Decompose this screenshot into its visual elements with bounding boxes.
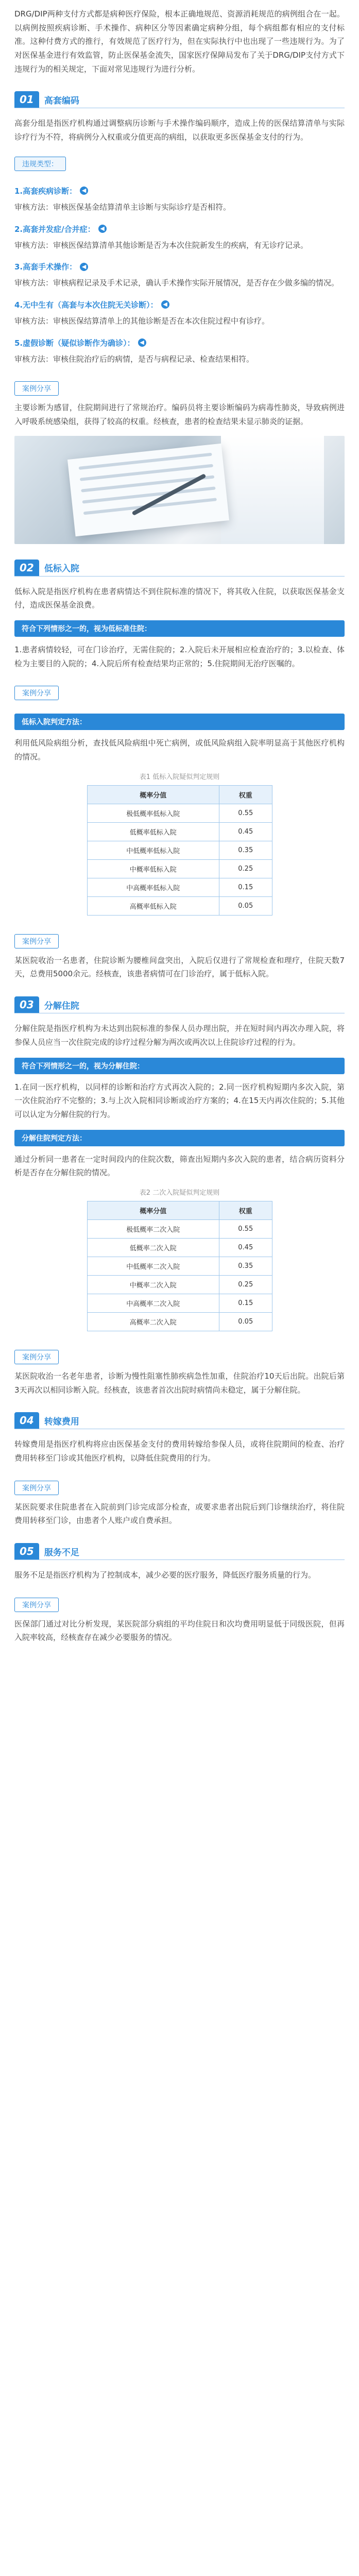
section-04-header — [14, 1412, 345, 1429]
table-cell: 0.25 — [219, 859, 272, 878]
low-admission-table — [87, 785, 272, 916]
table-cell: 中高概率二次入院 — [87, 1294, 219, 1312]
table-cell: 0.15 — [219, 1294, 272, 1312]
section-03-paragraph: 分解住院是指医疗机构为未达到出院标准的参保人员办理出院，并在短时间内再次办理入院，将参保人员应当一次住院完成的诊疗过程分解为两次或两次以上住院诊疗过程的行为。 — [14, 1024, 345, 1047]
audit-method-3: 审核方法：审核病程记录及手术记录，确认手术操作实际开展情况，是否存在少做多编的情况。 — [14, 278, 339, 288]
audit-method-2: 审核方法：审核医保结算清单其他诊断是否为本次住院新发生的疾病，有无诊疗记录。 — [14, 240, 309, 250]
table-cell: 0.25 — [219, 1275, 272, 1294]
table-cell: 极低概率低标入院 — [87, 804, 219, 822]
audio-icon: ◀ — [80, 263, 88, 271]
document-shape — [67, 443, 229, 536]
table-row — [87, 1257, 272, 1275]
section-title: 低标入院 — [44, 564, 79, 574]
case-share-label: 案例分享 — [14, 1481, 59, 1495]
case-share-label: 案例分享 — [14, 381, 59, 396]
table-cell: 低概率低标入院 — [87, 822, 219, 841]
audit-method-4: 审核方法：审核医保结算清单上的其他诊断是否在本次住院过程中有诊疗。 — [14, 316, 270, 326]
table-cell: 0.15 — [219, 878, 272, 896]
case-paragraph: 医保部门通过对比分析发现，某医院部分病组的平均住院日和次均费用明显低于同级医院，但再入院率较高，经核查存在减少必要服务的情况。 — [14, 1619, 345, 1642]
table-cell: 中高概率低标入院 — [87, 878, 219, 896]
section-title: 服务不足 — [44, 1547, 79, 1558]
table-cell: 0.55 — [219, 1219, 272, 1238]
criteria-list: 1.患者病情较轻，可在门诊治疗，无需住院的；2.入院后未开展相应检查治疗的；3.以检查、体检为主要目的入院的；4.入院后所有检查结果均正常的；5.住院期间无治疗医嘱的。 — [14, 645, 345, 668]
intro-paragraph: DRG/DIP两种支付方式都是病种医疗保险，根本正确地规范、资源消耗规范的病例组合在一起。以病例按照疾病诊断、手术操作、病种区分等因素确定病种分组，每个病组都有相应的支付标准。这种付费方式的推行，有效规范了医疗行为，但在实际执行中也出现了一些违规行为。为了对医保基金进行有效监管，防止医保基金流失，国家医疗保障局发布了关于DRG/DIP支付方式下违规行为的相关规定，下面对常见违规行为进行分析。 — [14, 9, 345, 74]
table-cell: 0.45 — [219, 1238, 272, 1257]
section-04-paragraph: 转嫁费用是指医疗机构将应由医保基金支付的费用转嫁给参保人员，或将住院期间的检查、治疗费用转移至门诊或其他医疗机构，以降低住院费用的行为。 — [14, 1439, 345, 1463]
section-02-paragraph: 低标入院是指医疗机构在患者病情达不到住院标准的情况下，将其收入住院，以获取医保基金支付，造成医保基金浪费。 — [14, 586, 345, 610]
method-bar: 分解住院判定方法： — [14, 1130, 345, 1146]
case-paragraph: 某医院收治一名患者，住院诊断为腰椎间盘突出，入院后仅进行了常规检查和理疗，住院天数7天，总费用5000余元。经核查，该患者病情可在门诊治疗，属于低标入院。 — [14, 955, 345, 979]
subtitle-text: 5.虚假诊断（疑似诊断作为确诊）： — [14, 338, 135, 348]
readmission-table — [87, 1201, 272, 1331]
case-paragraph: 某医院收治一名老年患者，诊断为慢性阻塞性肺疾病急性加重，住院治疗10天后出院。出院后第3天再次以相同诊断入院。经核查，该患者首次出院时病情尚未稳定，属于分解住院。 — [14, 1371, 345, 1395]
section-01-header — [14, 91, 345, 108]
table-cell: 中低概率低标入院 — [87, 841, 219, 859]
case-share-label: 案例分享 — [14, 934, 59, 948]
table-cell: 0.55 — [219, 804, 272, 822]
table-row — [87, 804, 272, 822]
table-row — [87, 896, 272, 915]
table-row — [87, 822, 272, 841]
table-row — [87, 878, 272, 896]
case-share-label: 案例分享 — [14, 1350, 59, 1364]
table-row — [87, 1219, 272, 1238]
section-05-header — [14, 1543, 345, 1560]
section-05-paragraph: 服务不足是指医疗机构为了控制成本，减少必要的医疗服务，降低医疗服务质量的行为。 — [14, 1570, 316, 1580]
table-cell: 中概率低标入院 — [87, 859, 219, 878]
table-row — [87, 841, 272, 859]
table-row — [87, 1238, 272, 1257]
table-header: 概率分值 — [87, 1201, 219, 1219]
table-cell: 0.05 — [219, 1312, 272, 1331]
section-number: 05 — [14, 1543, 39, 1560]
section-title: 转嫁费用 — [44, 1416, 79, 1427]
subtitle-text: 3.高套手术操作： — [14, 262, 77, 272]
table-cell: 中低概率二次入院 — [87, 1257, 219, 1275]
section-title: 分解住院 — [44, 1001, 79, 1011]
section-02-header — [14, 560, 345, 577]
subtitle-5 — [14, 337, 345, 348]
table-row — [87, 1275, 272, 1294]
table-cell: 0.35 — [219, 841, 272, 859]
violation-types-label: 违规类型： — [14, 157, 66, 171]
section-number: 02 — [14, 560, 39, 576]
section-01-paragraph: 高套分组是指医疗机构通过调整病历诊断与手术操作编码顺序，造成上传的医保结算清单与实际诊疗行为不符，将病例分入权重或分值更高的病组，以获取更多医保基金支付的行为。 — [14, 118, 345, 142]
subtitle-4 — [14, 299, 345, 310]
table-header: 权重 — [219, 785, 272, 804]
table-cell: 中概率二次入院 — [87, 1275, 219, 1294]
criteria-bar: 符合下列情形之一的，视为分解住院： — [14, 1058, 345, 1074]
table-cell: 极低概率二次入院 — [87, 1219, 219, 1238]
doctor-coat-shape — [221, 436, 324, 544]
footer-spacer — [14, 1652, 345, 1672]
case-paragraph: 某医院要求住院患者在入院前到门诊完成部分检查，或要求患者出院后到门诊继续治疗，将住院费用转移至门诊，由患者个人账户或自费承担。 — [14, 1502, 345, 1526]
table-cell: 0.35 — [219, 1257, 272, 1275]
subtitle-2 — [14, 224, 345, 234]
section-03-header — [14, 996, 345, 1013]
subtitle-1 — [14, 185, 345, 196]
audit-method-1: 审核方法：审核医保基金结算清单主诊断与实际诊疗是否相符。 — [14, 202, 231, 212]
audio-icon: ◀ — [138, 338, 146, 347]
subtitle-text: 2.高套并发症/合并症： — [14, 224, 95, 234]
section-number: 04 — [14, 1412, 39, 1429]
table-cell: 低概率二次入院 — [87, 1238, 219, 1257]
table-header: 权重 — [219, 1201, 272, 1219]
criteria-list: 1.在同一医疗机构，以同样的诊断和治疗方式再次入院的；2.同一医疗机构短期内多次入院，第一次住院治疗不完整的；3.与上次入院相同诊断或治疗方案的；4.在15天内再次住院的；5.其他可以认定为分解住院的行为。 — [14, 1082, 345, 1119]
table-row — [87, 1294, 272, 1312]
table-cell: 高概率二次入院 — [87, 1312, 219, 1331]
audio-icon: ◀ — [161, 300, 169, 309]
method-bar: 低标入院判定方法： — [14, 714, 345, 730]
case-share-label: 案例分享 — [14, 1598, 59, 1612]
audit-method-5: 审核方法：审核住院治疗后的病情，是否与病程记录、检查结果相符。 — [14, 354, 254, 364]
doctor-writing-photo — [14, 436, 345, 544]
section-number: 03 — [14, 996, 39, 1013]
subtitle-3 — [14, 261, 345, 272]
table-row — [87, 859, 272, 878]
method-paragraph: 通过分析同一患者在一定时间段内的住院次数，筛查出短期内多次入院的患者，结合病历资料分析是否存在分解住院的情况。 — [14, 1154, 345, 1178]
table-caption: 表2 二次入院疑似判定规则 — [139, 1189, 220, 1197]
section-number: 01 — [14, 91, 39, 108]
audio-icon: ◀ — [80, 187, 88, 195]
case-paragraph: 主要诊断为感冒，住院期间进行了常规治疗。编码员将主要诊断编码为病毒性肺炎，导致病例进入呼吸系统感染组，获得了较高的权重。经核查，患者的检查结果未显示肺炎的证据。 — [14, 403, 345, 426]
table-row — [87, 1312, 272, 1331]
table-cell: 0.05 — [219, 896, 272, 915]
audio-icon: ◀ — [98, 225, 107, 233]
case-share-label: 案例分享 — [14, 686, 59, 700]
criteria-bar: 符合下列情形之一的，视为低标准住院： — [14, 620, 345, 637]
section-title: 高套编码 — [44, 95, 79, 106]
table-cell: 0.45 — [219, 822, 272, 841]
subtitle-text: 4.无中生有（高套与本次住院无关诊断）： — [14, 300, 158, 310]
method-paragraph: 利用低风险病组分析，查找低风险病组中死亡病例，或低风险病组入院率明显高于其他医疗机构的情况。 — [14, 738, 345, 762]
subtitle-text: 1.高套疾病诊断： — [14, 186, 77, 196]
table-cell: 高概率低标入院 — [87, 896, 219, 915]
table-caption: 表1 低标入院疑似判定规则 — [139, 773, 220, 781]
table-header: 概率分值 — [87, 785, 219, 804]
